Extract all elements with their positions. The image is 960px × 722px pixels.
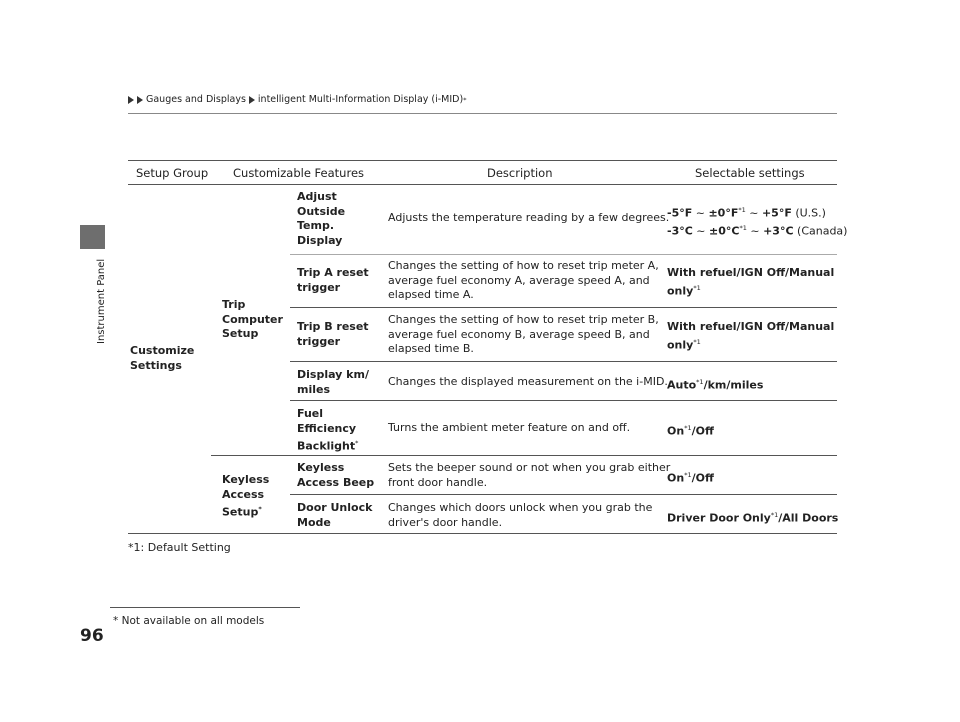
row-divider [290, 400, 837, 401]
row-divider [290, 254, 837, 255]
row-divider [290, 494, 837, 495]
availability-mark: * [463, 95, 467, 104]
feature-keyless-access-beep: Keyless Access Beep [297, 461, 375, 489]
subgroup-divider [211, 455, 837, 456]
feature-trip-b-reset: Trip B reset trigger [297, 320, 369, 348]
table-top-rule [128, 160, 837, 161]
breadcrumb-arrow-icon [128, 96, 134, 104]
footnote-default-setting: *1: Default Setting [128, 541, 231, 554]
page-number: 96 [80, 626, 104, 646]
header-setup-group: Setup Group [136, 166, 209, 180]
settings-temp: -5°F ~ $\pm 0^\circ F^{*1}$ ~ +5°F (U.S.) -3°C ~ $\pm 0^\circ C^{*1}$ ~ +3°C (Canada) [667, 206, 848, 238]
breadcrumb [128, 94, 466, 105]
availability-note: * Not available on all models [113, 615, 265, 627]
availability-mark: * [258, 505, 262, 514]
settings-beep: On$^{*1}$/Off [667, 471, 714, 485]
subgroup-keyless-access-setup: Keyless Access Setup* [222, 473, 270, 519]
feature-fuel-efficiency-backlight: Fuel Efficiency Backlight* [297, 407, 359, 453]
breadcrumb-link-gauges[interactable]: Gauges and Displays [146, 94, 246, 105]
availability-mark: * [355, 439, 359, 448]
chapter-tab-marker [80, 225, 105, 249]
settings-trip-b: With refuel/IGN Off/Manual only$^{*1}$ [667, 320, 835, 352]
feature-display-km-miles: Display km/ miles [297, 368, 369, 396]
description-backlight: Turns the ambient meter feature on and off. [388, 421, 631, 434]
settings-backlight: On$^{*1}$/Off [667, 424, 714, 438]
description-trip-b: Changes the setting of how to reset trip meter B, average fuel economy B, average speed B, and elapsed time B. [388, 313, 659, 356]
description-door: Changes which doors unlock when you grab the driver's door handle. [388, 501, 653, 529]
breadcrumb-arrow-icon [249, 96, 255, 104]
header-rule [128, 113, 837, 114]
subgroup-trip-computer-setup: Trip Computer Setup [222, 298, 283, 341]
settings-door: Driver Door Only$^{*1}$/All Doors [667, 511, 839, 525]
breadcrumb-arrow-icon [137, 96, 143, 104]
description-trip-a: Changes the setting of how to reset trip meter A, average fuel economy A, average speed A, and elapsed time A. [388, 259, 659, 302]
feature-door-unlock-mode: Door Unlock Mode [297, 501, 373, 529]
row-divider [290, 361, 837, 362]
breadcrumb-link-imid[interactable]: intelligent Multi-Information Display (i-MID) [257, 94, 464, 105]
settings-display: Auto$^{*1}$/km/miles [667, 378, 764, 392]
description-temp: Adjusts the temperature reading by a few degrees. [388, 211, 670, 224]
group-customize-settings: Customize Settings [130, 344, 195, 372]
description-display: Changes the displayed measurement on the i-MID. [388, 375, 668, 388]
description-beep: Sets the beeper sound or not when you grab either front door handle. [388, 461, 671, 489]
table-header-rule [128, 184, 837, 185]
header-description: Description [487, 166, 553, 180]
header-selectable-settings: Selectable settings [695, 166, 805, 180]
settings-trip-a: With refuel/IGN Off/Manual only$^{*1}$ [667, 266, 835, 298]
header-customizable-features: Customizable Features [233, 166, 365, 180]
table-bottom-rule [128, 533, 837, 534]
feature-adjust-outside-temp: Adjust Outside Temp. Display [297, 190, 346, 247]
chapter-label [84, 254, 107, 344]
row-divider [290, 307, 837, 308]
chapter-label-text: Instrument Panel [96, 258, 107, 344]
footer-rule [110, 607, 300, 608]
feature-trip-a-reset: Trip A reset trigger [297, 266, 369, 294]
